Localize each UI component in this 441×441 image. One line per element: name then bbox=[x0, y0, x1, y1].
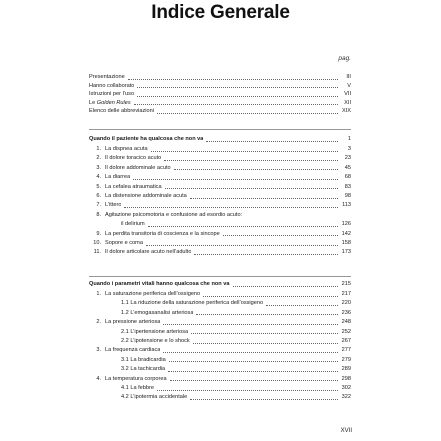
subchapter-entry bbox=[89, 393, 351, 401]
section-heading bbox=[89, 135, 351, 143]
toc-entry-label: 1.1 La riduzione della saturazione periferica dell’ossigeno bbox=[121, 300, 264, 307]
footer-page-number: XVII bbox=[340, 428, 352, 434]
dot-leader bbox=[174, 168, 338, 170]
toc-entry-label: L’ittero bbox=[105, 202, 122, 209]
divider bbox=[89, 129, 351, 130]
front-matter-entry bbox=[89, 99, 351, 107]
toc-entry-number: 10. bbox=[93, 240, 101, 246]
toc-entry-label: Il dolore toracico acuto bbox=[105, 155, 162, 162]
toc-entry-page: 173 bbox=[341, 249, 351, 256]
toc-entry-number: 9. bbox=[96, 230, 101, 237]
toc-entry-label: La diarrea bbox=[105, 174, 131, 181]
dot-leader bbox=[245, 216, 338, 217]
page-title: Indice Generale bbox=[151, 2, 290, 23]
dot-leader bbox=[148, 225, 338, 227]
dot-leader bbox=[266, 304, 338, 306]
chapter-entry bbox=[89, 239, 351, 247]
dot-leader bbox=[137, 95, 338, 97]
toc-entry-number: 1. bbox=[96, 291, 101, 297]
toc-entry-page: 252 bbox=[341, 328, 351, 335]
toc-entry-page: 298 bbox=[341, 375, 351, 382]
toc-entry-label: Quando i parametri vitali hanno qualcosa che non va bbox=[89, 281, 230, 287]
toc-entry-label: Sopore e coma bbox=[105, 240, 143, 246]
chapter-entry bbox=[89, 164, 351, 172]
dot-leader bbox=[190, 398, 338, 400]
dot-leader bbox=[163, 323, 338, 325]
toc-entry-page: 45 bbox=[344, 164, 351, 171]
toc-entry-page: 220 bbox=[341, 300, 351, 307]
toc-entry-page: VII bbox=[344, 91, 351, 98]
subchapter-entry bbox=[89, 337, 351, 345]
dot-leader bbox=[146, 244, 338, 246]
dot-leader bbox=[124, 206, 338, 208]
section-heading bbox=[89, 280, 351, 288]
toc-entry-page: 302 bbox=[341, 385, 351, 391]
toc-entry-label: Le Golden Rules bbox=[89, 99, 131, 106]
toc-entry-label: 4.1 La febbre bbox=[121, 385, 154, 391]
toc-entry-page: 236 bbox=[341, 309, 351, 316]
toc-entry-page: 126 bbox=[341, 221, 351, 228]
dot-leader bbox=[157, 112, 338, 114]
divider bbox=[89, 276, 351, 277]
toc-entry-label: il delirium bbox=[121, 221, 145, 228]
dot-leader bbox=[196, 313, 338, 315]
subchapter-entry bbox=[89, 328, 351, 336]
chapter-entry bbox=[89, 173, 351, 181]
dot-leader bbox=[193, 342, 338, 344]
subchapter-entry bbox=[89, 365, 351, 373]
toc-entry-label: 4.2 L’ipotermia accidentale bbox=[121, 394, 188, 401]
toc-entry-number: 2. bbox=[96, 319, 101, 326]
toc-entry-page: 279 bbox=[341, 356, 351, 363]
chapter-entry bbox=[89, 230, 351, 238]
toc-entry-label: 2.2 L’ipotensione e lo shock bbox=[121, 338, 190, 344]
toc-entry-label: La distensione addominale acuta bbox=[105, 193, 187, 199]
chapter-entry bbox=[89, 211, 351, 219]
toc-entry-label: 3.1 La bradicardia bbox=[121, 356, 166, 363]
toc-entry-label: Presentazione bbox=[89, 74, 125, 80]
dot-leader bbox=[137, 86, 338, 88]
toc-entry-label: La cefalea atraumatica bbox=[105, 183, 162, 190]
pag-label: pag. bbox=[338, 55, 351, 62]
toc-entry-page: 98 bbox=[344, 193, 351, 199]
toc-entry-page: 322 bbox=[341, 394, 351, 401]
toc-entry-label: 3.2 La tachicardia bbox=[121, 366, 166, 373]
toc-entry-page: 289 bbox=[341, 366, 351, 373]
dot-leader bbox=[169, 360, 338, 362]
dot-leader bbox=[157, 389, 338, 391]
toc-entry-page: 1 bbox=[347, 136, 351, 142]
toc-entry-number: 6. bbox=[96, 193, 101, 199]
front-matter-entry bbox=[89, 107, 351, 115]
dot-leader bbox=[168, 370, 338, 372]
front-matter-entry bbox=[89, 90, 351, 98]
chapter-entry bbox=[89, 248, 351, 256]
dot-leader bbox=[190, 197, 338, 199]
toc-entry-page: 68 bbox=[344, 174, 351, 181]
toc-entry-number: 11. bbox=[93, 249, 101, 256]
toc-entry-label: Il dolore addominale acuto bbox=[105, 164, 171, 171]
toc-entry-page: 3 bbox=[347, 146, 351, 152]
toc-entry-page: V bbox=[347, 82, 351, 89]
chapter-entry bbox=[89, 346, 351, 354]
subchapter-entry bbox=[89, 309, 351, 317]
toc-entry-label: Elenco delle abbreviazioni bbox=[89, 108, 154, 115]
toc-entry-label: Istruzioni per l’uso bbox=[89, 91, 135, 98]
toc-entry-label: La perdita transitoria di coscienza e la sincope bbox=[105, 230, 220, 237]
toc-entry-page: 23 bbox=[344, 155, 351, 162]
chapter-entry bbox=[89, 145, 351, 153]
chapter-entry bbox=[89, 154, 351, 162]
dot-leader bbox=[170, 379, 338, 381]
dot-leader bbox=[194, 253, 338, 255]
toc-entry-label: Quando il paziente ha qualcosa che non va bbox=[89, 136, 204, 142]
toc-entry-label: La temperatura corporea bbox=[105, 375, 167, 382]
toc-entry-label: Agitazione psicomotoria e confusione ad esordio acuto: bbox=[105, 211, 243, 218]
dot-leader bbox=[206, 140, 338, 142]
chapter-entry bbox=[89, 318, 351, 326]
toc-entry-number: 7. bbox=[96, 202, 101, 209]
subchapter-entry bbox=[89, 299, 351, 307]
toc-entry-page: III bbox=[346, 74, 351, 80]
chapter-entry bbox=[89, 192, 351, 200]
toc-entry-label: 2.1 L’ipertensione arteriosa bbox=[121, 328, 189, 335]
chapter-entry bbox=[89, 183, 351, 191]
chapter-entry bbox=[89, 201, 351, 209]
toc-entry-number: 1. bbox=[96, 146, 101, 152]
toc-entry-page: 113 bbox=[342, 202, 351, 209]
dot-leader bbox=[164, 159, 338, 161]
toc-entry-label: La frequenza cardiaca bbox=[105, 347, 161, 354]
toc-entry-label: La saturazione periferica dell’ossigeno bbox=[105, 291, 201, 297]
toc-entry-label: Il dolore articolare acuto nell’adulto bbox=[105, 249, 192, 256]
toc-entry-number: 5. bbox=[96, 183, 101, 190]
dot-leader bbox=[163, 351, 338, 353]
dot-leader bbox=[233, 285, 339, 287]
front-matter-entry bbox=[89, 73, 351, 81]
dot-leader bbox=[223, 234, 338, 236]
dot-leader bbox=[151, 150, 338, 152]
chapter-entry bbox=[89, 290, 351, 298]
chapter-entry bbox=[89, 375, 351, 383]
dot-leader bbox=[203, 295, 338, 297]
toc-entry-number: 4. bbox=[96, 174, 101, 181]
dot-leader bbox=[133, 178, 338, 180]
toc-entry-page: 142 bbox=[341, 230, 351, 237]
toc-entry-label: Hanno collaborato bbox=[89, 82, 135, 89]
subchapter-entry bbox=[89, 384, 351, 392]
front-matter-entry bbox=[89, 82, 351, 90]
toc-entry-page: XIX bbox=[341, 108, 351, 115]
toc-entry-page: 158 bbox=[341, 240, 351, 246]
toc-entry-label: La dispnea acuta bbox=[105, 146, 148, 152]
dot-leader bbox=[191, 332, 338, 334]
toc-entry-label: La pressione arteriosa bbox=[105, 319, 161, 326]
chapter-entry bbox=[89, 220, 351, 228]
toc-entry-page: 215 bbox=[341, 281, 351, 287]
toc-entry-page: 277 bbox=[341, 347, 351, 354]
toc-entry-label: 1.2 L’emogasanalisi arteriosa bbox=[121, 309, 194, 316]
toc-entry-page: XII bbox=[344, 99, 351, 106]
dot-leader bbox=[134, 103, 338, 105]
dot-leader bbox=[128, 78, 338, 80]
toc-entry-number: 4. bbox=[96, 375, 101, 382]
toc-entry-number: 2. bbox=[96, 155, 101, 162]
toc-entry-page: 83 bbox=[344, 183, 351, 190]
subchapter-entry bbox=[89, 356, 351, 364]
toc-entry-page: 217 bbox=[341, 291, 351, 297]
toc-entry-number: 3. bbox=[96, 347, 101, 354]
dot-leader bbox=[165, 187, 338, 189]
toc-entry-number: 3. bbox=[96, 164, 101, 171]
toc-entry-page: 267 bbox=[341, 338, 351, 344]
toc-entry-page: 248 bbox=[341, 319, 351, 326]
toc-entry-number: 8. bbox=[96, 211, 101, 218]
